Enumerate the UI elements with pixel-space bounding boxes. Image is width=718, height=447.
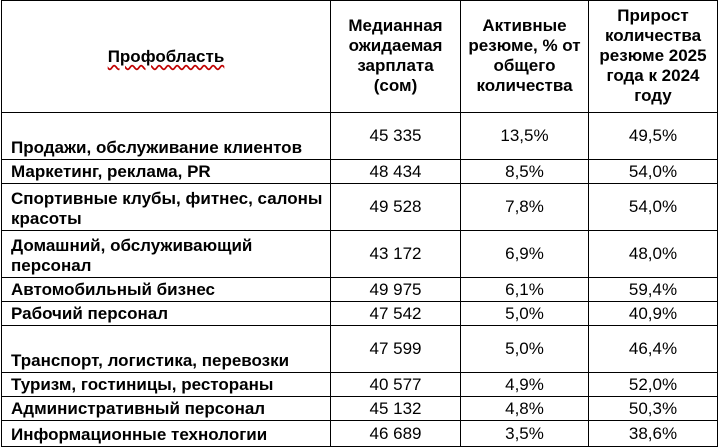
cell-active: 4,9% — [461, 373, 589, 397]
cell-active: 6,9% — [461, 231, 589, 278]
cell-area: Продажи, обслуживание клиентов — [2, 113, 331, 160]
cell-growth: 52,0% — [589, 373, 718, 397]
table-row — [2, 302, 718, 326]
cell-growth: 54,0% — [589, 184, 718, 231]
cell-growth: 49,5% — [589, 113, 718, 160]
cell-area: Транспорт, логистика, перевозки — [2, 326, 331, 373]
cell-salary: 40 577 — [331, 373, 461, 397]
table-row — [2, 397, 718, 421]
cell-growth: 46,4% — [589, 326, 718, 373]
cell-salary: 49 528 — [331, 184, 461, 231]
cell-area: Туризм, гостиницы, рестораны — [2, 373, 331, 397]
cell-active: 8,5% — [461, 160, 589, 184]
header-row — [2, 1, 718, 113]
table-row — [2, 373, 718, 397]
cell-salary: 45 132 — [331, 397, 461, 421]
cell-area: Административный персонал — [2, 397, 331, 421]
table-row — [2, 184, 718, 231]
table-row — [2, 160, 718, 184]
cell-salary: 46 689 — [331, 421, 461, 447]
table-row — [2, 113, 718, 160]
cell-active: 4,8% — [461, 397, 589, 421]
cell-salary: 43 172 — [331, 231, 461, 278]
cell-active: 6,1% — [461, 278, 589, 302]
table-row — [2, 231, 718, 278]
data-table — [1, 0, 718, 447]
cell-area: Домашний, обслуживающий персонал — [2, 231, 331, 278]
cell-active: 5,0% — [461, 302, 589, 326]
cell-salary: 47 542 — [331, 302, 461, 326]
cell-active: 7,8% — [461, 184, 589, 231]
cell-growth: 48,0% — [589, 231, 718, 278]
cell-active: 13,5% — [461, 113, 589, 160]
cell-salary: 49 975 — [331, 278, 461, 302]
cell-salary: 47 599 — [331, 326, 461, 373]
table-row — [2, 421, 718, 447]
cell-growth: 40,9% — [589, 302, 718, 326]
cell-salary: 45 335 — [331, 113, 461, 160]
cell-active: 3,5% — [461, 421, 589, 447]
table-row — [2, 278, 718, 302]
cell-growth: 59,4% — [589, 278, 718, 302]
column-header-salary: Медианная ожидаемая зарплата (сом) — [331, 1, 461, 113]
table-row — [2, 326, 718, 373]
column-header-growth: Прирост количества резюме 2025 года к 2024 году — [589, 1, 718, 113]
cell-salary: 48 434 — [331, 160, 461, 184]
cell-area: Маркетинг, реклама, PR — [2, 160, 331, 184]
cell-growth: 54,0% — [589, 160, 718, 184]
cell-active: 5,0% — [461, 326, 589, 373]
cell-area: Информационные технологии — [2, 421, 331, 447]
cell-area: Спортивные клубы, фитнес, салоны красоты — [2, 184, 331, 231]
cell-area: Автомобильный бизнес — [2, 278, 331, 302]
cell-growth: 50,3% — [589, 397, 718, 421]
cell-growth: 38,6% — [589, 421, 718, 447]
column-header-area: Профобласть — [2, 1, 331, 113]
cell-area: Рабочий персонал — [2, 302, 331, 326]
column-header-active: Активные резюме, % от общего количества — [461, 1, 589, 113]
